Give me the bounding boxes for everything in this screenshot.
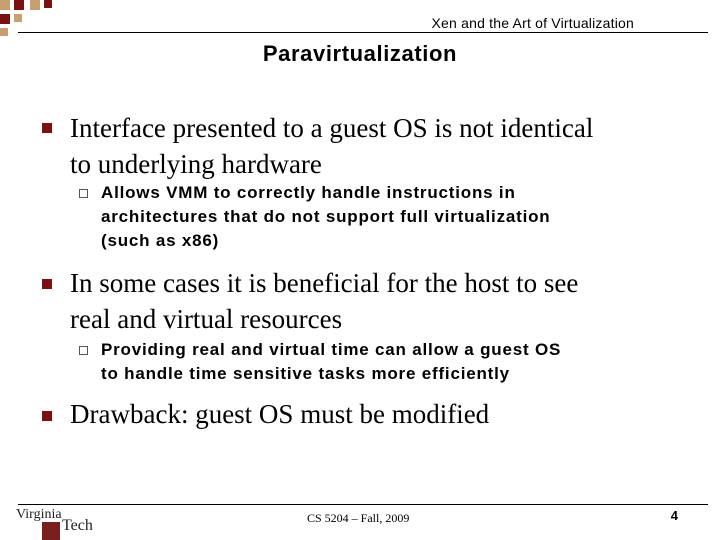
square-bullet-icon [42, 123, 52, 133]
sub-bullet-line: Providing real and virtual time can allow a guest OS [101, 340, 562, 359]
corner-square-icon [30, 0, 40, 10]
corner-decoration [0, 0, 60, 40]
sub-bullet-line: architectures that do not support full virtualization [101, 207, 551, 226]
logo-text-top: Virginia [16, 507, 62, 522]
page-number: 4 [670, 508, 678, 523]
bullet-line: to underlying hardware [70, 149, 322, 179]
corner-square-icon [44, 0, 52, 8]
slide-title: Paravirtualization [262, 41, 458, 66]
hollow-square-bullet-icon [79, 346, 88, 355]
sub-bullet-line: Allows VMM to correctly handle instructions in [101, 183, 516, 202]
square-bullet-icon [42, 279, 52, 289]
course-label: CS 5204 – Fall, 2009 [307, 511, 410, 525]
corner-square-icon [0, 0, 10, 10]
header-divider [18, 32, 708, 33]
sub-bullet-text [101, 338, 561, 386]
virginia-tech-logo [16, 507, 96, 539]
bullet-text [70, 396, 489, 432]
bullet-text [70, 265, 578, 337]
sub-bullet-line: (such as x86) [101, 231, 220, 250]
bullet-text [70, 110, 593, 182]
corner-square-icon [0, 28, 8, 36]
corner-square-icon [14, 0, 24, 10]
bullet-line: Interface presented to a guest OS is not identical [70, 113, 594, 143]
sub-bullet-text [101, 181, 550, 253]
corner-square-icon [14, 14, 22, 22]
bullet-line: Drawback: guest OS must be modified [70, 399, 490, 429]
corner-square-icon [0, 14, 10, 24]
bullet-line: real and virtual resources [70, 304, 343, 334]
logo-text-bottom: Tech [62, 517, 93, 534]
bullet-line: In some cases it is beneficial for the host to see [70, 268, 579, 298]
hollow-square-bullet-icon [79, 189, 88, 198]
sub-bullet-line: to handle time sensitive tasks more efficiently [101, 364, 510, 383]
running-title: Xen and the Art of Virtualization [431, 15, 634, 31]
square-bullet-icon [42, 411, 52, 421]
footer-divider [18, 504, 708, 505]
logo-mark-icon [42, 522, 60, 540]
